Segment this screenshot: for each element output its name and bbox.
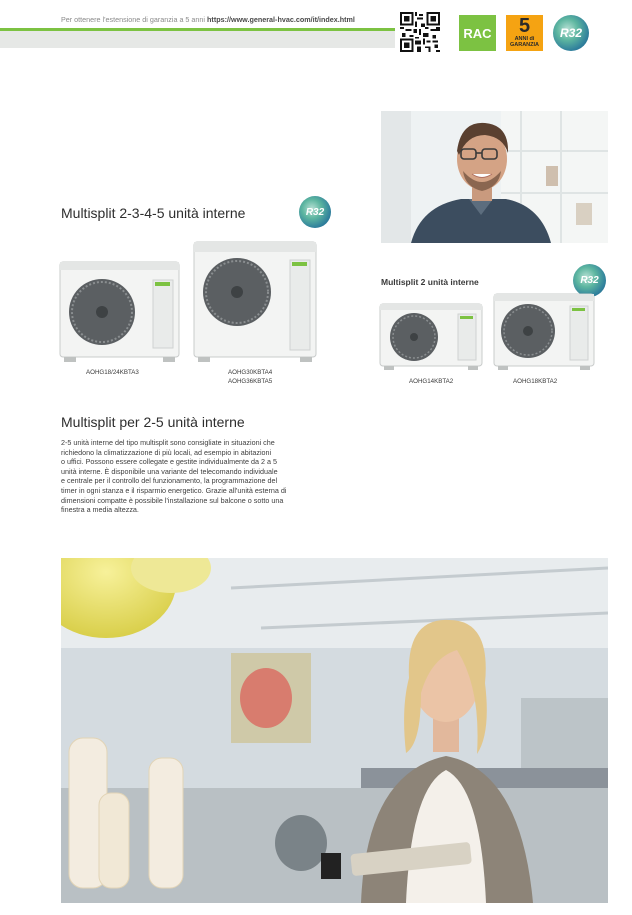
r32-refrigerant-icon: R32 bbox=[573, 264, 606, 297]
outdoor-unit-image bbox=[192, 240, 318, 363]
paragraph-line: e centrale per il controllo del funzionamento, la programmazione del bbox=[61, 476, 278, 486]
r32-refrigerant-icon: R32 bbox=[299, 196, 331, 228]
warranty-years-label: ANNI di GARANZIA bbox=[509, 36, 540, 48]
paragraph-line: finestra a media altezza. bbox=[61, 505, 139, 515]
paragraph-line: timer in ogni stanza e il risparmio energetico. Grazie all'unità esterna di bbox=[61, 485, 287, 495]
paragraph-line: 2-5 unità interne del tipo multisplit sono consigliate in situazioni che bbox=[61, 438, 275, 447]
warranty-note bbox=[61, 15, 355, 24]
paragraph-line: o uffici. Possono essere collegate e gestite individualmente da 2 a 5 bbox=[61, 457, 278, 467]
header-band bbox=[0, 31, 395, 48]
outdoor-unit-image bbox=[492, 292, 596, 372]
model-code: AOHG18KBTA2 bbox=[513, 378, 558, 385]
model-code: AOHG18/24KBTA3 bbox=[86, 369, 139, 376]
model-code: AOHG14KBTA2 bbox=[409, 378, 454, 385]
paragraph-line: unità interne. È disponibile una variante del telecomando individuale bbox=[61, 466, 278, 476]
outdoor-unit-image bbox=[378, 302, 484, 372]
model-code: AOHG30KBTA4 bbox=[228, 369, 273, 376]
qr-code[interactable] bbox=[400, 12, 440, 52]
paragraph-line: richiedono la climatizzazione di più locali, ad esempio in abitazioni bbox=[61, 447, 272, 457]
warranty-years-number: 5 bbox=[518, 15, 531, 37]
warranty-link[interactable]: https://www.general-hvac.com/it/index.html bbox=[207, 15, 355, 24]
warranty-text: Per ottenere l'estensione di garanzia a 5 anni bbox=[61, 15, 206, 24]
multisplit-2-heading: Multisplit 2 unità interne bbox=[381, 277, 479, 287]
rac-badge: RAC bbox=[459, 15, 496, 51]
r32-refrigerant-icon: R32 bbox=[553, 15, 589, 51]
model-code: AOHG36KBTA5 bbox=[228, 378, 273, 385]
photo-woman-in-store bbox=[61, 558, 608, 903]
warranty-years-badge bbox=[506, 15, 543, 51]
multisplit-2-5-heading: Multisplit 2-3-4-5 unità interne bbox=[61, 205, 246, 221]
outdoor-unit-image bbox=[58, 260, 181, 363]
photo-smiling-man bbox=[381, 111, 608, 243]
description-heading: Multisplit per 2-5 unità interne bbox=[61, 414, 245, 430]
paragraph-line: dimensioni compatte è possibile l'installazione sul balcone o sotto una bbox=[61, 495, 284, 505]
description-paragraph bbox=[61, 438, 361, 515]
